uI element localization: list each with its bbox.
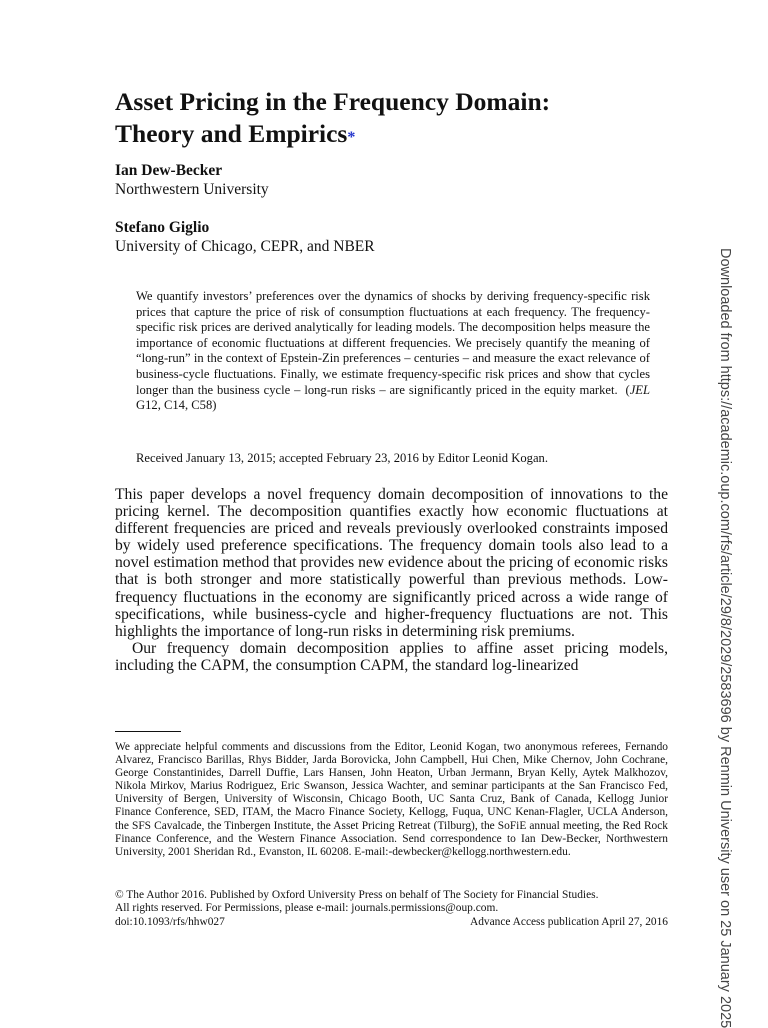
author-1-name: Ian Dew-Becker bbox=[115, 162, 223, 179]
download-watermark: Downloaded from https://academic.oup.com/rfs/article/29/8/2029/2583696 by Renmin University user on 25 January 2025 bbox=[717, 248, 733, 1028]
copyright-line-2: All rights reserved. For Permissions, please e-mail: journals.permissions@oup.com. bbox=[115, 902, 499, 915]
author-2-name: Stefano Giglio bbox=[115, 219, 210, 236]
title-footnote-link[interactable]: * bbox=[347, 129, 356, 146]
abstract bbox=[136, 289, 650, 414]
article-title bbox=[115, 86, 675, 154]
jel-label: JEL bbox=[629, 382, 650, 397]
copyright-line-1: © The Author 2016. Published by Oxford University Press on behalf of The Society for Financial Studies. bbox=[115, 889, 599, 901]
footnote-divider bbox=[115, 731, 181, 732]
jel-open: ( bbox=[617, 382, 630, 397]
copyright-block bbox=[115, 889, 668, 929]
body-paragraph-1: This paper develops a novel frequency domain decomposition of innovations to the pricing kernel. The decomposition quantifies exactly how economic fluctuations at different frequencies are priced and reveals previously overlooked constraints imposed by widely used preference specifications. The frequency domain tools also lead to a novel estimation method that provides new evidence about the pricing of economic risks that is both stronger and more statistically powerful than previous methods. Low-frequency fluctuations in the economy are significantly priced across a wide range of specifications, while business-cycle and higher-frequency fluctuations are not. This highlights the importance of long-run risks in determining risk premiums. bbox=[115, 486, 668, 640]
advance-access-date: Advance Access publication April 27, 2016 bbox=[469, 915, 668, 928]
jel-codes: G12, C14, C58) bbox=[136, 398, 217, 413]
body-text bbox=[115, 486, 668, 674]
doi[interactable]: doi:10.1093/rfs/hhw027 bbox=[115, 915, 225, 928]
title-line-1: Asset Pricing in the Frequency Domain: bbox=[115, 87, 551, 116]
acknowledgments-footnote: We appreciate helpful comments and discussions from the Editor, Leonid Kogan, two anonymous referees, Fernando Alvarez, Francisco Barillas, Rhys Bidder, Jarda Borovicka, John Campbell, Hui Chen, Mike Chernov, John Cochrane, George Constantinides, Darrell Duffie, Lars Hansen, John Heaton, Urban Jermann, Bryan Kelly, Aytek Malkhozov, Nikola Mirkov, Marius Rodriguez, Eric Swanson, Jessica Wachter, and seminar participants at the San Francisco Fed, University of Bergen, University of Wisconsin, Chicago Booth, UC Santa Cruz, Bank of Canada, Kellogg Junior Finance Conference, SED, ITAM, the Macro Finance Society, Kellogg, Fuqua, UNC Kenan-Flagler, UCLA Anderson, the SFS Cavalcade, the Tinbergen Institute, the Asset Pricing Retreat (Tilburg), the SoFiE annual meeting, the Red Rock Finance Conference, and the Western Finance Association. Send correspondence to Ian Dew-Becker, Northwestern University, 2001 Sheridan Rd., Evanston, IL 60208. E-mail:-dewbecker@kellogg.northwestern.edu. bbox=[115, 741, 668, 858]
title-line-2-text: Theory and Empirics bbox=[115, 119, 348, 148]
author-2-affiliation: University of Chicago, CEPR, and NBER bbox=[115, 238, 375, 255]
body-paragraph-2: Our frequency domain decomposition applies to affine asset pricing models, including the CAPM, the consumption CAPM, the standard log-linearized bbox=[115, 639, 668, 674]
abstract-text: We quantify investors’ preferences over the dynamics of shocks by deriving frequency-specific risk prices that capture the price of risk of consumption fluctuations at each frequency. The frequency-specific risk prices are derived analytically for leading models. The decomposition helps measure the importance of economic fluctuations at different frequencies. We precisely quantify the meaning of “long-run” in the context of Epstein-Zin preferences – centuries – and measure the exact relevance of business-cycle fluctuations. Finally, we estimate frequency-specific risk prices and show that cycles longer than the business cycle – long-run risks – are significantly priced in the equity market. bbox=[136, 289, 650, 397]
received-line: Received January 13, 2015; accepted February 23, 2016 by Editor Leonid Kogan. bbox=[136, 451, 548, 465]
author-1-affiliation: Northwestern University bbox=[115, 181, 269, 198]
doi-row bbox=[115, 916, 668, 929]
title-line-2 bbox=[115, 118, 675, 154]
